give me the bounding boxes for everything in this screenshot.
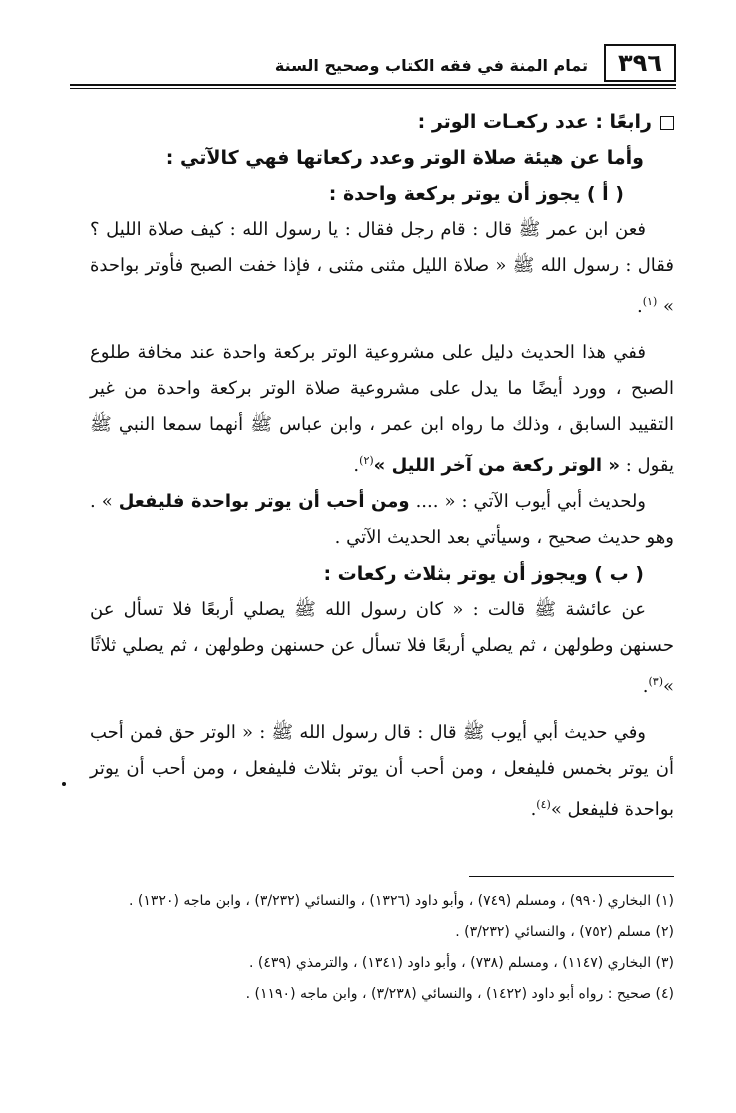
page-header	[70, 40, 676, 92]
footnote-separator	[469, 876, 674, 877]
subsection-a-title: ( أ ) يجوز أن يوتر بركعة واحدة :	[328, 183, 624, 205]
section-title-line	[90, 104, 674, 140]
paragraph-a3-end: » . وهو حديث صحيح ، وسيأتي بعد الحديث الآتي .	[90, 491, 674, 548]
footnote-3: (٣) البخاري (١١٤٧) ، ومسلم (٧٣٨) ، وأبو داود (١٣٤١) ، والترمذي (٤٣٩) .	[248, 955, 674, 971]
checkbox-icon	[660, 116, 674, 130]
footnote-ref-3: (٣)	[648, 675, 663, 688]
footnote-ref-1: (١)	[642, 295, 658, 308]
paragraph-b2-text: وفي حديث أبي أيوب ﷺ قال : قال رسول الله ﷺ : « الوتر حق فمن أحب أن يوتر بخمس فليفعل ، ومن أحب أن يوتر بثلاث فليفعل ، ومن أحب أن يوتر بواحدة فليفعل »	[90, 722, 674, 820]
footnote-2: (٢) مسلم (٧٥٢) ، والنسائي (٣/٢٣٢) .	[455, 924, 674, 940]
paragraph-a1-text: فعن ابن عمر ﷺ قال : قام رجل فقال : يا رسول الله : كيف صلاة الليل ؟ فقال : رسول الله ﷺ « صلاة الليل مثنى مثنى ، فإذا خفت الصبح فأوتر بواحدة »	[90, 219, 674, 317]
footnote-4: (٤) صحيح : رواه أبو داود (١٤٢٢) ، والنسائي (٣/٢٣٨) ، وابن ماجه (١١٩٠) .	[245, 986, 674, 1002]
paragraph-b1-text: عن عائشة ﷺ قالت : « كان رسول الله ﷺ يصلي أربعًا فلا تسأل عن حسنهن وطولهن ، ثم يصلي أربعًا فلا تسأل عن حسنهن وطولهن ، ثم يصلي ثلاثًا »	[90, 599, 674, 697]
footnotes	[90, 886, 674, 1010]
paragraph-a2-text: ففي هذا الحديث دليل على مشروعية الوتر بركعة واحدة عند مخافة طلوع الصبح ، وورد أيضًا ما يدل على مشروعية صلاة الوتر بركعة واحدة من غير التقييد السابق ، وذلك ما رواه ابن عمر ، وابن عباس ﷺ أنهما سمعا النبي ﷺ يقول :	[90, 342, 674, 476]
section-title: رابعًا : عدد ركعـات الوتر :	[417, 111, 652, 133]
margin-dot	[62, 782, 66, 786]
paragraph-a3-bold: ومن أحب أن يوتر بواحدة فليفعل	[118, 491, 410, 512]
running-title: تمام المنة في فقه الكتاب وصحيح السنة	[274, 56, 588, 75]
page-number: ٣٩٦	[604, 44, 676, 82]
footnote-ref-4: (٤)	[536, 798, 551, 811]
footnote-ref-2: (٢)	[359, 454, 374, 467]
footnote-1: (١) البخاري (٩٩٠) ، ومسلم (٧٤٩) ، وأبو داود (١٣٢٦) ، والنسائي (٣/٢٣٢) ، وابن ماجه (١٣٢٠) .	[129, 893, 674, 909]
paragraph-a3	[90, 484, 674, 556]
paragraph-a2: ففي هذا الحديث دليل على مشروعية الوتر بركعة واحدة عند مخافة طلوع الصبح ، وورد أيضًا ما يدل على مشروعية صلاة الوتر بركعة واحدة من غير التقييد السابق ، وذلك ما رواه ابن عمر ، وابن عباس ﷺ أنهما سمعا النبي ﷺ يقول : « الوتر ركعة من آخر الليل »$^{(٢)}$.	[90, 342, 674, 476]
header-rule	[70, 84, 676, 86]
header-rule-thin	[70, 88, 676, 89]
main-text	[90, 104, 674, 828]
paragraph-a1: فعن ابن عمر ﷺ قال : قام رجل فقال : يا رسول الله : كيف صلاة الليل ؟ فقال : رسول الله ﷺ « صلاة الليل مثنى مثنى ، فإذا خفت الصبح فأوتر بواحدة » $^{(١)}$.	[90, 219, 674, 317]
paragraph-b1: عن عائشة ﷺ قالت : « كان رسول الله ﷺ يصلي أربعًا فلا تسأل عن حسنهن وطولهن ، ثم يصلي أربعًا فلا تسأل عن حسنهن وطولهن ، ثم يصلي ثلاثًا »$^{(٣)}$.	[90, 599, 674, 697]
paragraph-a2-quote: « الوتر ركعة من آخر الليل »	[373, 455, 620, 476]
section-intro: وأما عن هيئة صلاة الوتر وعدد ركعاتها فهي كالآتي :	[165, 147, 644, 169]
subsection-b-title: ( ب ) ويجوز أن يوتر بثلاث ركعات :	[323, 563, 644, 585]
paragraph-b2: وفي حديث أبي أيوب ﷺ قال : قال رسول الله ﷺ : « الوتر حق فمن أحب أن يوتر بخمس فليفعل ، ومن أحب أن يوتر بثلاث فليفعل ، ومن أحب أن يوتر بواحدة فليفعل »$^{(٤)}$.	[90, 722, 674, 820]
paragraph-a3-start: ولحديث أبي أيوب الآتي : « ....	[409, 491, 646, 512]
